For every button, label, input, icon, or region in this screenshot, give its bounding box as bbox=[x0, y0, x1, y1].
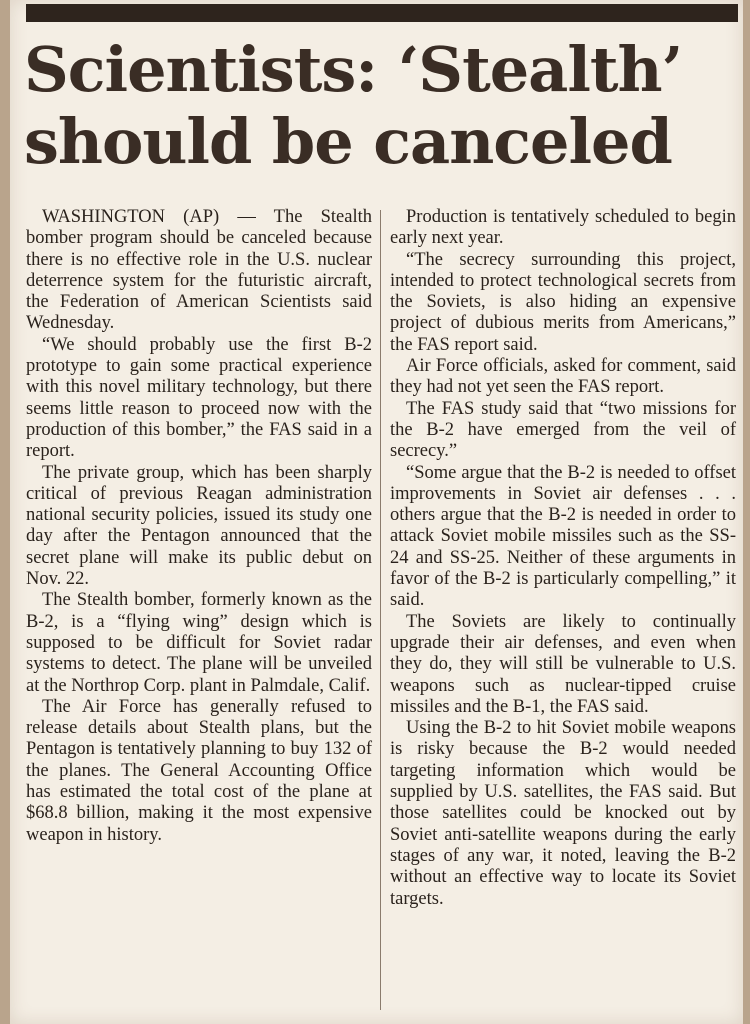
newspaper-clipping bbox=[10, 0, 743, 1024]
paragraph: “The secrecy surrounding this project, intended to protect technological secrets from the Soviets, is also hiding an expensive project of dubious merits from Americans,” the FAS report said. bbox=[390, 249, 736, 355]
paragraph: The private group, which has been sharply critical of previous Reagan administration national security policies, issued its study one day after the Pentagon announced that the secret plane will make its public debut on Nov. 22. bbox=[26, 462, 372, 590]
paragraph: The Stealth bomber, formerly known as the B-2, is a “flying wing” design which is supposed to be difficult for Soviet radar systems to detect. The plane will be unveiled at the Northrop Corp. plant in Palmdale, Calif. bbox=[26, 590, 372, 696]
right-column bbox=[390, 207, 736, 910]
paragraph: The Soviets are likely to continually upgrade their air defenses, and even when they do, they will still be vulnerable to U.S. weapons such as nuclear-tipped cruise missiles and the B-1, the FAS said. bbox=[390, 611, 736, 717]
paragraph: WASHINGTON (AP) — The Stealth bomber program should be canceled because there is no effective role in the U.S. nuclear deterrence system for the futuristic aircraft, the Federation of American Scientists said Wednesday. bbox=[26, 207, 372, 334]
paragraph: The Air Force has generally refused to release details about Stealth plans, but the Pentagon is tentatively planning to buy 132 of the planes. The General Accounting Office has estimated the total cost of the plane at $68.8 billion, making it the most expensive weapon in history. bbox=[26, 696, 372, 845]
paragraph: Production is tentatively scheduled to begin early next year. bbox=[390, 207, 736, 249]
headline-line-2: should be canceled bbox=[24, 105, 672, 178]
headline bbox=[24, 34, 736, 178]
paragraph: “We should probably use the first B-2 prototype to gain some practical experience with this novel military technology, but there seems little reason to proceed now with the production of this bomber,” the FAS said in a report. bbox=[26, 334, 372, 462]
paragraph: “Some argue that the B-2 is needed to offset improvements in Soviet air defenses . . . others argue that the B-2 is needed in order to attack Soviet mobile missiles such as the SS-24 and SS-25. Neither of these arguments in favor of the B-2 is particularly compelling,” it said. bbox=[390, 462, 736, 611]
column-divider bbox=[380, 210, 381, 1010]
paragraph: Using the B-2 to hit Soviet mobile weapons is risky because the B-2 would needed targeting information which would be supplied by U.S. satellites, the FAS said. But those satellites could be knocked out by Soviet anti-satellite weapons during the early stages of any war, it noted, leaving the B-2 without an effective way to locate its Soviet targets. bbox=[390, 718, 736, 909]
paragraph: Air Force officials, asked for comment, said they had not yet seen the FAS report. bbox=[390, 356, 736, 398]
headline-line-1: Scientists: ‘Stealth’ bbox=[24, 33, 683, 106]
paragraph: The FAS study said that “two missions for the B-2 have emerged from the veil of secrecy.” bbox=[390, 398, 736, 462]
top-rule bbox=[26, 4, 738, 22]
left-column bbox=[26, 207, 372, 846]
